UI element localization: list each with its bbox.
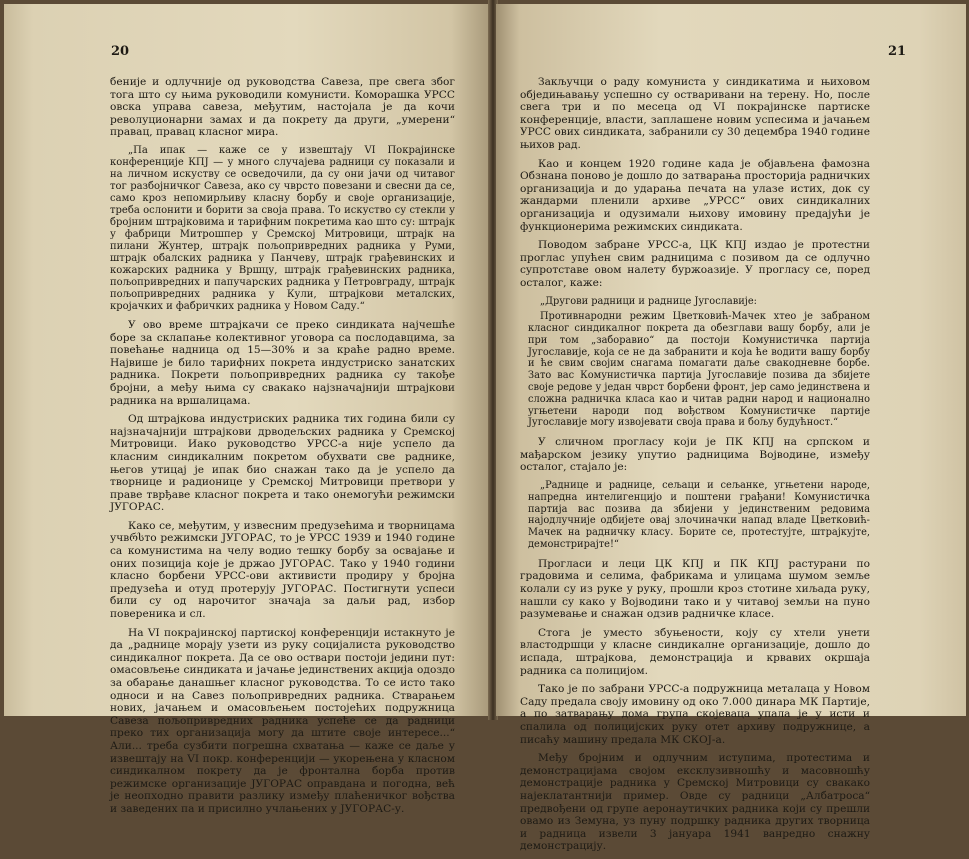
paragraph: Стога је уместо збуњености, коју су хтели унети властодршци у класне синдикалне организације, дошло до испада, штрајкова, демонстрација и крвавих окршаја радника са полицијом. (520, 626, 870, 677)
page-number-left: 20 (111, 44, 130, 59)
paragraph: Закључци о раду комуниста у синдикатима и њиховом обједињавању успешно су остваривани на терену. Но, после свега три и по месеца од VI покрајинске партиске конференције, власти, заплашене новим успесима и јачањем УРСС ових синдиката, забранили су 30 децембра 1940 године њихов рад. (520, 76, 870, 151)
paragraph: На VI покрајинској партиској конференцији истакнуто је да „раднице морају узети из руку социјалиста руководство синдикалног покрета. Да се ово оствари постоји једини пут: омасовљење синдиката и јачање јединствених акција одоздо за обарање данашњег класног руководства. То се исто тако односи и на Савез пољопривредних радника. Стварањем нових, јачањем и омасовљењем постојећих подружница Савеза пољопривредних радника успеће се да радници преко тих организација могу да штите своје интересе...“ Али... треба сузбити погрешна схватања — каже се даље у извештају на VI покр. конференцији — укорењена у класном синдикалном покрету да је фронтална борба против режимске организације ЈУГОРАС оправдана и погодна, већ је неопходно правити разлику између плаћеничког вођства и заведених па и присилно учлањених у ЈУГОРАС-у. (110, 626, 455, 815)
quote-paragraph: „Па ипак — каже се у извештају VI Покрајинске конференције КПЈ — у много случајева радници су показали и на личном искуству се осведочили, да су они јачи од читавог тог разбојничког Савеза, ако су чврсто повезани и свесни да се, само кроз непомирљиву класну борбу и своје организације, треба ослонити и борити за своја права. То искуство су стекли у бројним штрајковима и тарифним покретима као што су: штрајк у фабрици Митрошпер у Сремској Митровици, штрајк на пилани Жунтер, штрајк пољопривредних радника у Руми, штрајк обалских радника у Панчеву, штрајк грађевинских и кожарских радника у Вршцу, штрајк грађевинских радника, пољопривредних и папучарских радника у Петровграду, штрајк пољопривредних радника у Кули, штрајкови металских, кројачких и фабричких радника у Новом Саду.“ (110, 144, 455, 312)
left-page (4, 4, 490, 815)
quote-line: „Другови радници и раднице Југославије: (540, 295, 757, 307)
paragraph: беније и одлучније од руководства Савеза, пре свега због тога што су њима руководили комунисти. Коморашка УРСС овска управа савеза, међутим, настојала је да кочи револуционарни замах и да покрету да други, „умерени“ правац, правац класног мира. (110, 76, 455, 139)
paragraph: Тако је по забрани УРСС-а подружница металаца у Новом Саду предала своју имовину од око 7.000 динара МК Партије, а по затварању дома група скојеваца упала је у исти и спалила од полицијских руку отет архиву подружнице, а писаћу машину предала МК СКОЈ-а. (520, 683, 870, 746)
paragraph: У сличном прогласу који је ПК КПЈ на српском и мађарском језику упутио радницима Војводине, између осталог, стајало је: (520, 436, 870, 474)
paragraph: У ово време штрајкачи се преко синдиката најчешће боре за склапање колективног уговора са послодавцима, за повећање надница од 15—30% и за краће радно време. Највише је било тарифних покрета индустриско занатских радника. Покрети пољопривредних радника су такође бројни, а међу њима су свакако најзначајнији штрајкови радника на вршалицама. (110, 318, 455, 407)
left-page-text (110, 76, 455, 822)
quote-line: Противнародни режим Цветковић-Мачек хтео је забраном класног синдикалног покрета да обезглави вашу борбу, али је при том „заборавио“ да постоји Комунистичка партија Југославије, која се не да забранити и која ће водити вашу борбу и ће свим својим снагама помагати даље свакодневне борбе. Зато вас Комунистичка партија Југославије позива да збијете своје редове у један чврст борбени фронт, јер само јединствена и сложна радничка класа као и читав радни народ и национално угњетени народи под вођством Комунистичке партије Југославије могу извојевати своја права и бољу будућност.“ (528, 311, 870, 429)
paragraph: Од штрајкова индустриских радника тих година били су најзначајнији штрајкови дрводељских радника у Сремској Митровици. Иако руководство УРСС-а није успело да класним синдикалним покретом обухвати све раднике, његов утицај је ипак био снажан тако да је успело да творнице и радионице у Сремској Митровици претвори у праве тврђаве класног покрета и тако онемогући режимски ЈУГОРАС. (110, 413, 455, 514)
page-number-right: 21 (888, 44, 907, 59)
right-page-text (520, 76, 870, 859)
paragraph: Међу бројним и одлучним иступима, протестима и демонстрацијама својом ексклузивношћу и масовношћу демонстрације радника у Сремској Митровици су свакако најеклатантнији пример. Овде су радници „Албатроса“ предвођени од групе аеронаутичких радника који су прешли овамо из Земуна, уз пуну подршку радника других творница и радница извели 3 јануара 1941 ванредно снажну демонстрацију. (520, 752, 870, 853)
quote-line: „Раднице и раднице, сељаци и сељанке, угњетени народе, напредна интелигенцијо и поштени грађани! Комунистичка партија вас позива да збијени у јединственим редовима најодлучније одбијете овај злочиначки напад владе Цветковић-Мачек на радничку класу. Борите се, протестујте, штрајкујте, демонстрирајте!“ (528, 480, 870, 551)
right-page (496, 4, 966, 853)
paragraph: Као и концем 1920 године када је објављена фамозна Обзнана поново је дошло до затварања просторија радничких организација и до ударања печата на улазе истих, док су жандарми пленили архиве „УРСС“ ових синдикалних организација и одузимали њихову имовину предајући је функционерима режимских синдиката. (520, 157, 870, 233)
proclamation-quote (528, 296, 870, 430)
paragraph: Поводом забране УРСС-а, ЦК КПЈ издао је протестни проглас упућен свим радницима с позивом да се одлучно супротставе овом налету буржоазије. У прогласу се, поред осталог, каже: (520, 239, 870, 289)
proclamation-quote-vojvodina (528, 480, 870, 551)
paragraph: Прогласи и леци ЦК КПЈ и ПК КПЈ растурани по градовима и селима, фабрикама и улицама шумом земље колали су из руке у руку, прошли кроз стотине хиљада руку, нашли су како у Војводини тако и у читавој земљи на пуно разумевање и снажан одзив радничке класе. (520, 557, 870, 621)
paragraph: Како се, међутим, у извесним предузећима и творницама учвრსто режимски ЈУГОРАС, то је УРСС 1939 и 1940 године са комунистима на челу водио тешку борбу за освајање и оних позиција које је држао ЈУГОРАС. Тако у 1940 години класно борбени УРСС-ови активисти продиру у бројна предузећа и отуд протерују ЈУГОРАС. Постигнути успеси били су од нарочитог значаја за даљи рад, избор повереника и сл. (110, 519, 455, 621)
